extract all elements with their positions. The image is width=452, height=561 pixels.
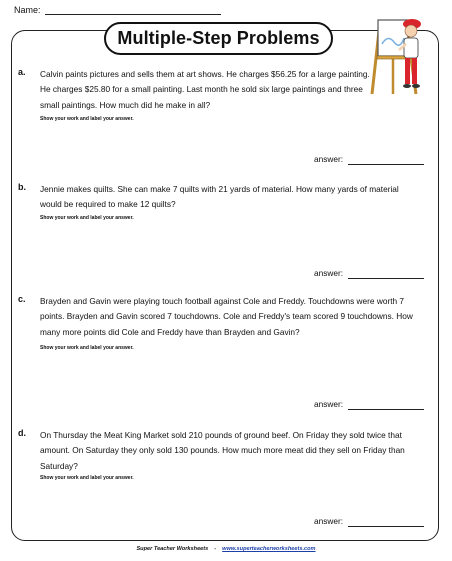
answer-line[interactable] <box>348 526 424 527</box>
answer-label: answer: <box>314 154 344 164</box>
answer-label: answer: <box>314 399 344 409</box>
answer-line[interactable] <box>348 409 424 410</box>
answer-line[interactable] <box>348 278 424 279</box>
instruction-text: Show your work and label your answer. <box>40 475 134 481</box>
footer-site-link[interactable]: www.superteacherworksheets.com <box>222 546 316 552</box>
answer-line[interactable] <box>348 164 424 165</box>
name-label: Name: <box>14 5 41 15</box>
problem-a <box>18 67 428 167</box>
problem-b <box>18 182 428 282</box>
instruction-text: Show your work and label your answer. <box>40 215 134 221</box>
problem-letter: a. <box>18 67 26 77</box>
page-title: Multiple-Step Problems <box>104 22 333 55</box>
problem-letter: b. <box>18 182 26 192</box>
footer-separator: - <box>214 546 217 552</box>
problem-text: Calvin paints pictures and sells them at art shows. He charges $56.25 for a large painting. He charges $25.80 for a small painting. Last month he sold six large paintings and three small paintings. How much did he make in all? <box>40 69 370 110</box>
answer-label: answer: <box>314 268 344 278</box>
problem-text: Brayden and Gavin were playing touch football against Cole and Freddy. Touchdowns were worth 7 points. Brayden and Gavin scored 7 touchdowns. Cole and Freddy's team scored 9 touchdowns. How many more points did Cole and Freddy have than Brayden and Gavin? <box>40 296 413 337</box>
footer-brand: Super Teacher Worksheets <box>136 546 209 552</box>
problem-d <box>18 428 428 538</box>
problem-letter: c. <box>18 294 26 304</box>
problem-text: On Thursday the Meat King Market sold 210 pounds of ground beef. On Friday they sold twice that amount. On Saturday they only sold 130 pounds. How much more meat did they sell on Friday than Saturday? <box>40 430 405 471</box>
instruction-text: Show your work and label your answer. <box>40 116 134 122</box>
answer-label: answer: <box>314 516 344 526</box>
footer <box>0 546 452 552</box>
problem-text: Jennie makes quilts. She can make 7 quilts with 21 yards of material. How many yards of material would be required to make 12 quilts? <box>40 184 399 210</box>
instruction-text: Show your work and label your answer. <box>40 345 134 351</box>
problem-c <box>18 294 428 414</box>
name-field-line[interactable] <box>45 14 221 15</box>
problem-letter: d. <box>18 428 26 438</box>
